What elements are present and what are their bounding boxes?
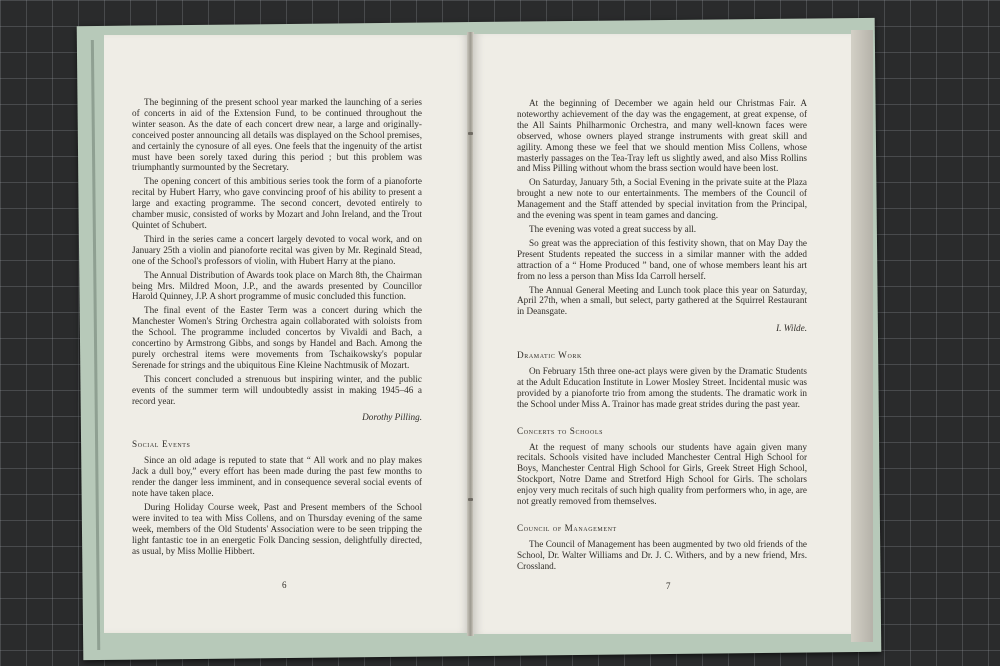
back-cover-edge: [851, 30, 873, 642]
paragraph: During Holiday Course week, Past and Present members of the School were invited to tea with Miss Collens, and on Thursday evening of the same week, members of the Old Students' Association were to be seen tripping the light fantastic toe in an energetic Folk Dancing session, delightfully directed, as usual, by Miss Mollie Hibbert.: [132, 501, 422, 556]
section-heading-council-of-management: Council of Management: [517, 523, 617, 533]
paragraph: The beginning of the present school year marked the launching of a series of concerts in aid of the Extension Fund, to be continued throughout the winter season. As the date of each concert drew near, a large and originally-conceived poster announcing all details was displayed on the School premises, and certainly the cynosure of all eyes. One feels that the ingenuity of the artist must have been sorely taxed during this period ; but this problem was triumphantly surmounted by the Secretary.: [132, 97, 422, 173]
paragraph: This concert concluded a strenuous but inspiring winter, and the public events of the summer term will undoubtedly assist in making 1945–46 a record year.: [132, 373, 422, 406]
section-heading-concerts-to-schools: Concerts to Schools: [517, 425, 604, 436]
page-number: 7: [666, 581, 671, 592]
signature: Dorothy Pilling.: [362, 412, 422, 423]
paragraph: At the request of many schools our students have again given many recitals. Schools visited have included Manchester Central High School for Boys, Manchester Central High School for Girls, Greek Street High School, Stockport, Notre Dame and Stretford High School for Girls. The scholars enjoy very much recitals of such high quality from performers who, in age, are not greatly removed from themselves.: [517, 441, 807, 507]
section-heading-social-events: Social Events: [132, 439, 191, 450]
section-heading-dramatic-work: Dramatic Work: [517, 350, 582, 361]
left-text-column: [132, 97, 422, 559]
paragraph: On Saturday, January 5th, a Social Evening in the private suite at the Plaza brought a new note to our entertainments. The members of the Council of Management and the Staff attended by special invitation from the Principal, and the evening was spent in team games and dancing.: [517, 177, 807, 221]
page-right: [473, 34, 851, 634]
paragraph: The final event of the Easter Term was a concert during which the Manchester Women's String Orchestra again collaborated with soloists from the School. The programme included concertos by Vivaldi and Bach, a concertino by Armstrong Gibbs, and songs by Handel and Bach. Among the purely orchestral items were movements from Tschaikowsky's popular Serenade for strings and the ubiquitous Eine Kleine Nachtmusik of Mozart.: [132, 305, 422, 370]
paragraph: The evening was voted a great success by all.: [529, 223, 697, 234]
paragraph: The Annual Distribution of Awards took place on March 8th, the Chairman being Mrs. Mildred Moon, J.P., and the awards presented by Councillor Harold Quinney, J.P. A short programme of music concluded this function.: [132, 269, 422, 302]
page-left: [104, 35, 470, 633]
paragraph: The Annual General Meeting and Lunch took place this year on Saturday, April 27th, when a small, but select, party gathered at the Squirrel Restaurant in Deansgate.: [517, 284, 807, 317]
paragraph: The Council of Management has been augmented by two old friends of the School, Dr. Walter Williams and Dr. J. C. Withers, and by a new friend, Mrs. Crossland.: [517, 538, 807, 571]
paragraph: So great was the appreciation of this festivity shown, that on May Day the Present Students repeated the success in a similar manner with the added attraction of a “ Home Produced ” band, one of whose members leant his art from no less a person than Miss Ida Carroll herself.: [517, 237, 807, 281]
paragraph: Third in the series came a concert largely devoted to vocal work, and on January 25th a violin and pianoforte recital was given by Mr. Reginald Stead, one of the School's professors of violin, with Hubert Harry at the piano.: [132, 233, 422, 266]
paragraph: Since an old adage is reputed to state that “ All work and no play makes Jack a dull boy,” every effort has been made during the past few months to render the danger less imminent, and in consequence several social events of note have taken place.: [132, 455, 422, 498]
page-number: 6: [282, 580, 287, 591]
paragraph: On February 15th three one-act plays were given by the Dramatic Students at the Adult Education Institute in Lower Mosley Street. Incidental music was provided by a pianoforte trio from among the students. The dramatic work in the School under Miss A. Trainor has made great strides during the past year.: [517, 366, 807, 409]
signature: I. Wilde.: [776, 323, 807, 334]
paragraph: The opening concert of this ambitious series took the form of a pianoforte recital by Hubert Harry, who gave convincing proof of his ability to present a large and exacting programme. The second concert, devoted entirely to chamber music, consisted of works by Mozart and John Ireland, and the Trout Quintet of Schubert.: [132, 176, 422, 230]
paragraph: At the beginning of December we again held our Christmas Fair. A noteworthy achievement of the day was the engagement, at great expense, of the All Saints Philharmonic Orchestra, and many well-known faces were observed, whose owners played strange instruments with great skill and agility. Among these we feel that we should mention Miss Collens, whose masterly passages on the Tea-Tray left us slightly awed, and also Miss Rollins and Miss Pilling without whom the brass section would have been lost.: [517, 98, 807, 174]
right-text-column: [517, 98, 807, 575]
